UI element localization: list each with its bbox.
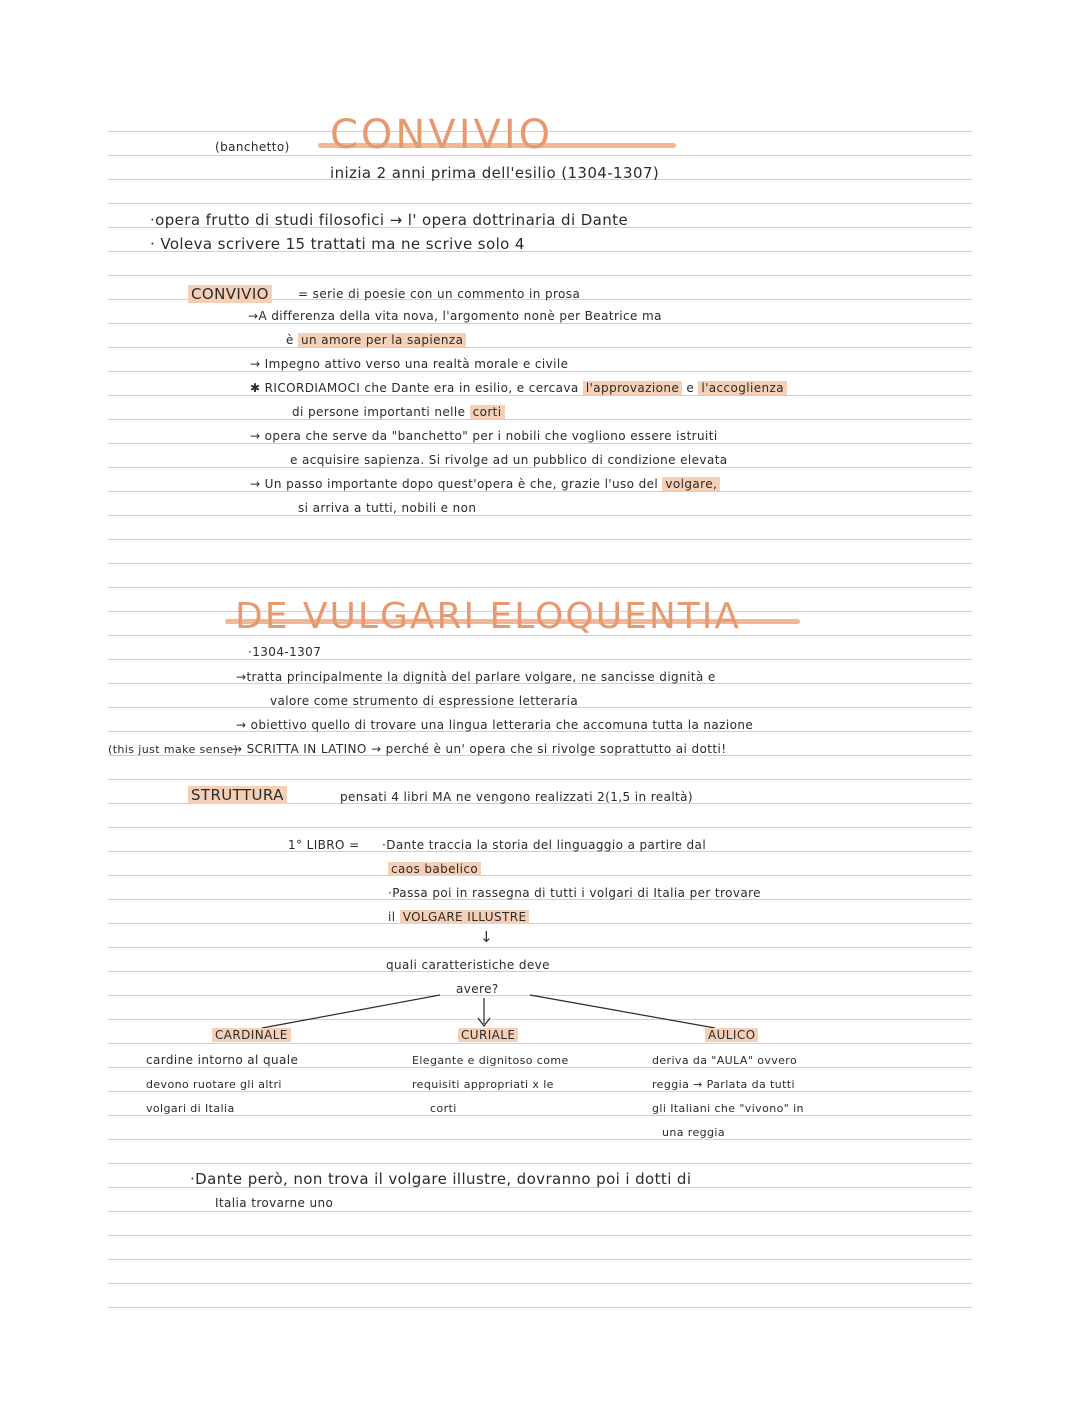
libro-line: caos babelico <box>388 862 481 876</box>
branch-line: Elegante e dignitoso come <box>412 1054 569 1067</box>
bullet-line: ·opera frutto di studi filosofici → l' opera dottrinaria di Dante <box>150 211 629 229</box>
branch-line: gli Italiani che "vivono" in <box>652 1102 804 1115</box>
page-title: CONVIVIO <box>330 112 554 158</box>
note-line: valore come strumento di espressione letteraria <box>270 694 579 708</box>
struttura-label: STRUTTURA <box>188 786 287 804</box>
libro-line: il VOLGARE ILLUSTRE <box>388 910 529 924</box>
branch-title: CURIALE <box>458 1028 518 1042</box>
libro-line: ·Passa poi in rassegna di tutti i volgari di Italia per trovare <box>388 886 761 900</box>
branch-line: requisiti appropriati x le <box>412 1078 554 1091</box>
branch-title: AULICO <box>705 1028 758 1042</box>
section-title: DE VULGARI ELOQUENTIA <box>235 596 741 637</box>
dates: ·1304-1307 <box>248 645 322 659</box>
note-line: → Impegno attivo verso una realtà morale e civile <box>250 357 569 371</box>
title-note: (banchetto) <box>215 140 290 154</box>
definition: = serie di poesie con un commento in prosa <box>298 287 581 301</box>
note-line: è un amore per la sapienza <box>286 333 466 347</box>
branch-line: corti <box>430 1102 457 1115</box>
note-line: si arriva a tutti, nobili e non <box>298 501 477 515</box>
section-label: CONVIVIO <box>188 285 272 303</box>
struttura-text: pensati 4 libri MA ne vengono realizzati 2(1,5 in realtà) <box>340 790 693 804</box>
question-line: avere? <box>456 982 499 996</box>
libro-line: ·Dante traccia la storia del linguaggio a partire dal <box>382 838 707 852</box>
note-line: →A differenza della vita nova, l'argomento nonè per Beatrice ma <box>248 309 662 323</box>
branch-title: CARDINALE <box>212 1028 291 1042</box>
branch-line: cardine intorno al quale <box>146 1053 299 1067</box>
libro-label: 1° LIBRO = <box>288 838 360 852</box>
branch-line: una reggia <box>662 1126 725 1139</box>
conclusion-line: Italia trovarne uno <box>215 1196 334 1210</box>
note-line: → opera che serve da "banchetto" per i nobili che vogliono essere istruiti <box>250 429 718 443</box>
branch-line: deriva da "AULA" ovvero <box>652 1054 798 1067</box>
note-line: e acquisire sapienza. Si rivolge ad un pubblico di condizione elevata <box>290 453 728 467</box>
note-line: → SCRITTA IN LATINO → perché è un' opera che si rivolge soprattutto ai dotti! <box>232 742 727 756</box>
question-line: quali caratteristiche deve <box>386 958 550 972</box>
branch-line: reggia → Parlata da tutti <box>652 1078 795 1091</box>
subtitle: inizia 2 anni prima dell'esilio (1304-1307) <box>330 164 660 182</box>
conclusion-line: ·Dante però, non trova il volgare illustre, dovranno poi i dotti di <box>190 1170 692 1188</box>
note-line: → obiettivo quello di trovare una lingua letteraria che accomuna tutta la nazione <box>236 718 754 732</box>
note-line: di persone importanti nelle corti <box>292 405 505 419</box>
note-line: ✱ RICORDIAMOCI che Dante era in esilio, e cercava l'approvazione e l'accoglienza <box>250 381 787 395</box>
down-arrow-icon: ↓ <box>480 928 493 946</box>
branch-line: devono ruotare gli altri <box>146 1078 282 1091</box>
note-line: → Un passo importante dopo quest'opera è che, grazie l'uso del volgare, <box>250 477 720 491</box>
bullet-line: · Voleva scrivere 15 trattati ma ne scrive solo 4 <box>150 235 525 253</box>
note-line: →tratta principalmente la dignità del parlare volgare, ne sancisse dignità e <box>236 670 716 684</box>
side-note: (this just make sense) <box>108 743 239 756</box>
branch-line: volgari di Italia <box>146 1102 235 1115</box>
